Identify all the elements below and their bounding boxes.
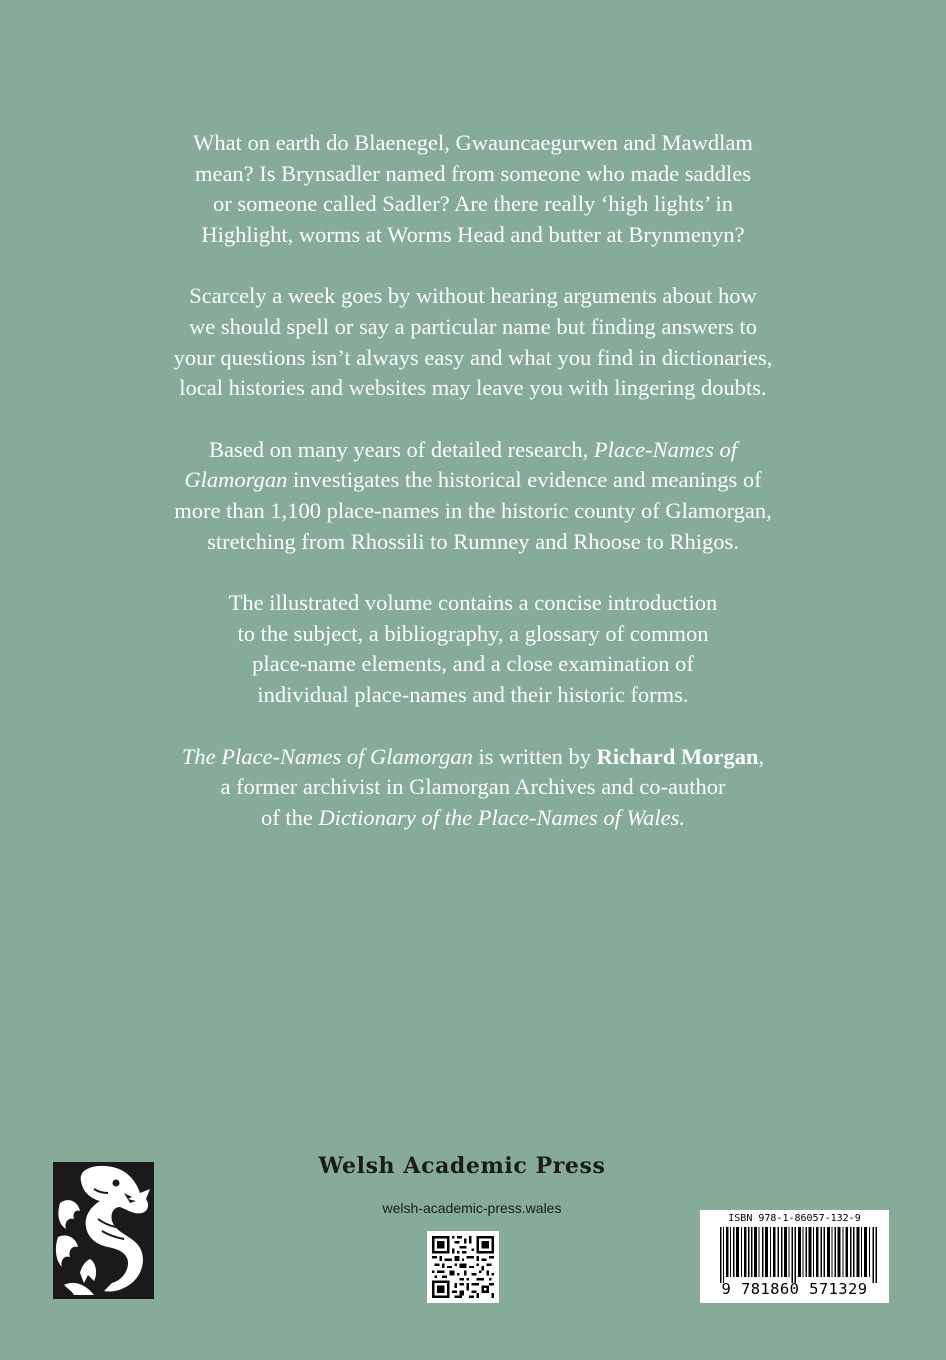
barcode-bars [720, 1227, 878, 1283]
publisher-website[interactable]: welsh-academic-press.wales [382, 1200, 562, 1216]
blurb-line: we should spell or say a particular name but finding answers to [189, 313, 757, 339]
dictionary-title-italic: Dictionary of the Place-Names of Wales. [318, 804, 686, 830]
blurb-line: place-name elements, and a close examination of [252, 651, 694, 677]
blurb-line [100, 435, 846, 466]
blurb-line: local histories and websites may leave you with lingering doubts. [179, 375, 767, 401]
blurb-paragraph-3 [100, 435, 846, 557]
blurb-line: What on earth do Blaenegel, Gwauncaegurwen and Mawdlam [193, 130, 753, 155]
blurb-text-run: of the [260, 804, 319, 830]
blurb-text-run: investigates the historical evidence and meanings of [287, 467, 762, 493]
barcode-icon [700, 1210, 889, 1303]
book-title-italic: Glamorgan [184, 467, 288, 493]
book-title-italic: Place-Names of [593, 436, 737, 462]
qr-code-graphic [432, 1236, 494, 1298]
blurb-text-run: is written by [472, 743, 597, 769]
blurb-line: or someone called Sadler? Are there really ‘high lights’ in [212, 191, 734, 217]
dragon-logo-icon [53, 1162, 154, 1299]
isbn-label: ISBN 978-1-86057-132-9 [728, 1213, 861, 1224]
publisher-name: Welsh Academic Press [318, 1153, 606, 1179]
dragon-logo-graphic [54, 1163, 153, 1298]
blurb-text-run: , [758, 743, 765, 769]
blurb-line: Highlight, worms at Worms Head and butter at Brynmenyn? [201, 221, 745, 247]
blurb-line [100, 803, 846, 834]
blurb-line: The illustrated volume contains a concise introduction [228, 590, 718, 616]
blurb-text-run: Based on many years of detailed research, [209, 436, 594, 462]
blurb-line: individual place-names and their historic forms. [257, 681, 689, 707]
blurb-line: mean? Is Brynsadler named from someone who made saddles [194, 160, 752, 186]
blurb-paragraph-5 [100, 742, 846, 834]
blurb-paragraph-1 [100, 128, 846, 250]
blurb-paragraph-4 [100, 588, 846, 710]
blurb-line: your questions isn’t always easy and what you find in dictionaries, [173, 344, 773, 370]
blurb-paragraph-2 [100, 281, 846, 403]
blurb-text [100, 128, 846, 864]
barcode-digits: 9 781860 571329 [721, 1280, 868, 1298]
blurb-line: a former archivist in Glamorgan Archives and co-author [220, 774, 726, 800]
author-name: Richard Morgan [596, 743, 759, 769]
blurb-line: Scarcely a week goes by without hearing arguments about how [189, 283, 757, 309]
blurb-line: more than 1,100 place-names in the historic county of Glamorgan, [174, 497, 772, 523]
blurb-line: stretching from Rhossili to Rumney and Rhoose to Rhigos. [207, 528, 739, 554]
qr-code-icon[interactable] [427, 1231, 499, 1303]
blurb-line [100, 465, 846, 496]
blurb-line [100, 742, 846, 773]
blurb-line: to the subject, a bibliography, a glossary of common [237, 620, 709, 646]
book-title-italic: The Place-Names of Glamorgan [181, 743, 473, 769]
